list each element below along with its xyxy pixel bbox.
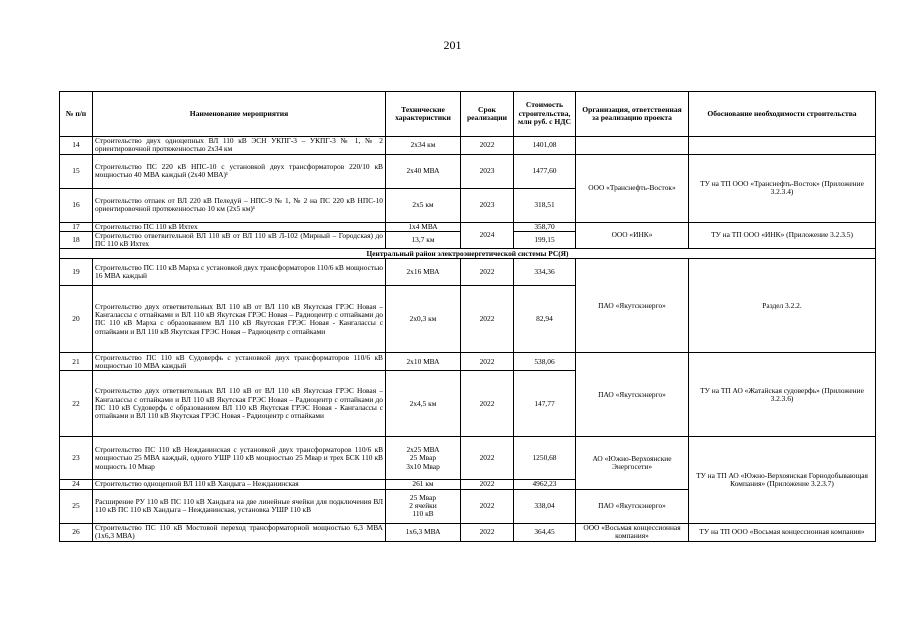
row-cost: 82,94 [514,286,576,353]
row-num: 15 [60,154,93,188]
row-name: Расширение РУ 110 кВ ПС 110 кВ Хандыга на две линейные ячейки для подключения ВЛ 110 кВ ПС 110 кВ Хандыга – Нежданинская, установка УШР 110 кВ [93,489,386,523]
row-basis: ТУ на ТП ООО «Восьмая концессионная компания» [689,523,876,541]
row-org: ПАО «Якутскэнерго» [576,489,689,523]
row-name: Строительство двух одноцепных ВЛ 110 кВ ЭСН УКПГ-3 – УКПГ-3 № 1, № 2 ориентировочной протяженностью 2х34 км [93,137,386,155]
row-term: 2022 [461,286,514,353]
row-tech [386,437,461,480]
row-name: Строительство ПС 110 кВ Ихтех [93,222,386,231]
tech-line: 25 Мвар [409,492,437,502]
row-cost: 318,51 [514,188,576,222]
table-row [60,222,876,231]
row-cost: 199,15 [514,231,576,249]
row-term: 2023 [461,154,514,188]
row-num: 24 [60,480,93,489]
row-tech: 2х4,5 км [386,371,461,437]
row-term: 2022 [461,353,514,371]
table-row [60,154,876,188]
section-title: Центральный район электроэнергетической системы РС(Я) [60,249,876,259]
tech-line: 2 ячейки [409,501,437,511]
table-row [60,523,876,541]
header-name: Наименование мероприятия [93,92,386,137]
row-cost: 147,77 [514,371,576,437]
row-org: ООО «ИНК» [576,222,689,249]
table-header-row [60,92,876,137]
row-name: Строительство двух ответвительных ВЛ 110 кВ от ВЛ 110 кВ Якутская ГРЭС Новая – Кангаласcы с отпайками и ВЛ 110 кВ Якутская ГРЭС Новая – Радиоцентр с отпайками до ПС 110 кВ Марха с образованием ВЛ 110 кВ Якутская ГРЭС Новая - Кангаласcы с отпайками и ВЛ 110 кВ Якутская ГРЭС Новая – Радиоцентр с отпайками [93,286,386,353]
row-num: 22 [60,371,93,437]
row-num: 23 [60,437,93,480]
page-number: 201 [443,38,462,52]
row-term: 2022 [461,480,514,489]
row-term: 2022 [461,489,514,523]
row-num: 14 [60,137,93,155]
tech-line: 3х10 Мвар [406,461,440,471]
row-term: 2022 [461,371,514,437]
row-num: 20 [60,286,93,353]
row-term: 2022 [461,259,514,286]
table-row [60,259,876,286]
row-tech: 2х34 км [386,137,461,155]
row-num: 25 [60,489,93,523]
row-org: АО «Южно-Верхоянские Энергосети» [576,437,689,489]
row-basis: ТУ на ТП ООО «ИНК» (Приложение 3.2.3.5) [689,222,876,249]
row-num: 17 [60,222,93,231]
row-name: Строительство двух ответвительных ВЛ 110 кВ от ВЛ 110 кВ Якутская ГРЭС Новая – Кангаласcы с отпайками и ВЛ 110 кВ Якутская ГРЭС Новая – Радиоцентр с отпайками до ПС 110 кВ Судоверфь с образованием ВЛ 110 кВ Якутская ГРЭС Новая - Кангаласcы с отпайками и ВЛ 110 кВ Якутская ГРЭС Новая - Радиоцентр с отпайками [93,371,386,437]
table-row [60,353,876,371]
section-row [60,249,876,259]
row-name: Строительство одноцепной ВЛ 110 кВ Хандыга – Нежданинская [93,480,386,489]
row-term: 2023 [461,188,514,222]
row-name: Строительство ПС 110 кВ Нежданинская с установкой двух трансформаторов 110/6 кВ мощностью 25 МВА каждый, одного УШР 110 кВ мощностью 25 Мвар и трех БСК 110 кВ мощность 10 Мвар [93,437,386,480]
row-term: 2022 [461,437,514,480]
row-cost: 1250,68 [514,437,576,480]
row-basis: ТУ на ТП ООО «Транснефть-Восток» (Приложение 3.2.3.4) [689,154,876,222]
row-tech: 13,7 км [386,231,461,249]
row-tech: 2х10 МВА [386,353,461,371]
row-num: 26 [60,523,93,541]
row-name: Строительство ПС 110 кВ Марха с установкой двух трансформаторов 110/6 кВ мощностью 16 МВА каждый [93,259,386,286]
row-num: 18 [60,231,93,249]
table-row [60,137,876,155]
row-term: 2022 [461,137,514,155]
tech-line: 2х25 МВА [406,444,440,454]
row-org: ООО «Восьмая концессионная компания» [576,523,689,541]
header-num: № п/п [60,92,93,137]
row-org: ООО «Транснефть-Восток» [576,154,689,222]
row-cost: 1401,08 [514,137,576,155]
row-cost: 4962,23 [514,480,576,489]
row-tech: 2х5 км [386,188,461,222]
tech-line: 110 кВ [412,509,434,519]
table-row [60,437,876,480]
row-cost: 338,04 [514,489,576,523]
row-term: 2022 [461,523,514,541]
header-basis: Обоснование необходимости строительства [689,92,876,137]
row-name: Строительство ПС 110 кВ Мостовой переход трансформаторной мощностью 6,3 МВА (1х6,3 МВА) [93,523,386,541]
header-tech: Технические характеристики [386,92,461,137]
row-basis: ТУ на ТП АО «Жатайская судоверфь» (Приложение 3.2.3.6) [689,353,876,437]
row-cost: 538,06 [514,353,576,371]
row-num: 21 [60,353,93,371]
tech-line: 25 Мвар [409,453,437,463]
row-tech: 261 км [386,480,461,489]
row-name: Строительство ПС 110 кВ Судоверфь с установкой двух трансформаторов 110/6 кВ мощностью 10 МВА каждый [93,353,386,371]
row-tech: 2х16 МВА [386,259,461,286]
row-basis-empty [689,137,876,155]
row-tech: 1х6,3 МВА [386,523,461,541]
header-cost: Стоимость строительства, млн руб. с НДС [514,92,576,137]
row-basis: ТУ на ТП АО «Южно-Верхоянская Горнодобывающая Компания» (Приложение 3.2.3.7) [689,437,876,523]
measures-table [59,91,876,542]
row-org: ПАО «Якутскэнерго» [576,353,689,437]
row-tech: 1х4 МВА [386,222,461,231]
row-num: 16 [60,188,93,222]
row-tech: 2х40 МВА [386,154,461,188]
row-basis: Раздел 3.2.2. [689,259,876,353]
row-name: Строительство отпаек от ВЛ 220 кВ Пеледуй – НПС-9 № 1, № 2 на ПС 220 кВ НПС-10 ориентировочной протяженностью 10 км (2х5 км)¹ [93,188,386,222]
row-cost: 364,45 [514,523,576,541]
header-term: Срок реализации [461,92,514,137]
row-org-empty [576,137,689,155]
row-name: Строительство ответвительной ВЛ 110 кВ от ВЛ 110 кВ Л-102 (Мирный – Городская) до ПС 110 кВ Ихтех [93,231,386,249]
row-tech: 2х0,3 км [386,286,461,353]
row-cost: 1477,60 [514,154,576,188]
row-tech [386,489,461,523]
row-term: 2024 [461,222,514,249]
row-cost: 358,70 [514,222,576,231]
row-num: 19 [60,259,93,286]
row-name: Строительство ПС 220 кВ НПС-10 с установкой двух трансформаторов 220/10 кВ мощностью 40 МВА каждый (2х40 МВА)¹ [93,154,386,188]
row-org: ПАО «Якутскэнерго» [576,259,689,353]
header-org: Организация, ответственная за реализацию проекта [576,92,689,137]
row-cost: 334,36 [514,259,576,286]
